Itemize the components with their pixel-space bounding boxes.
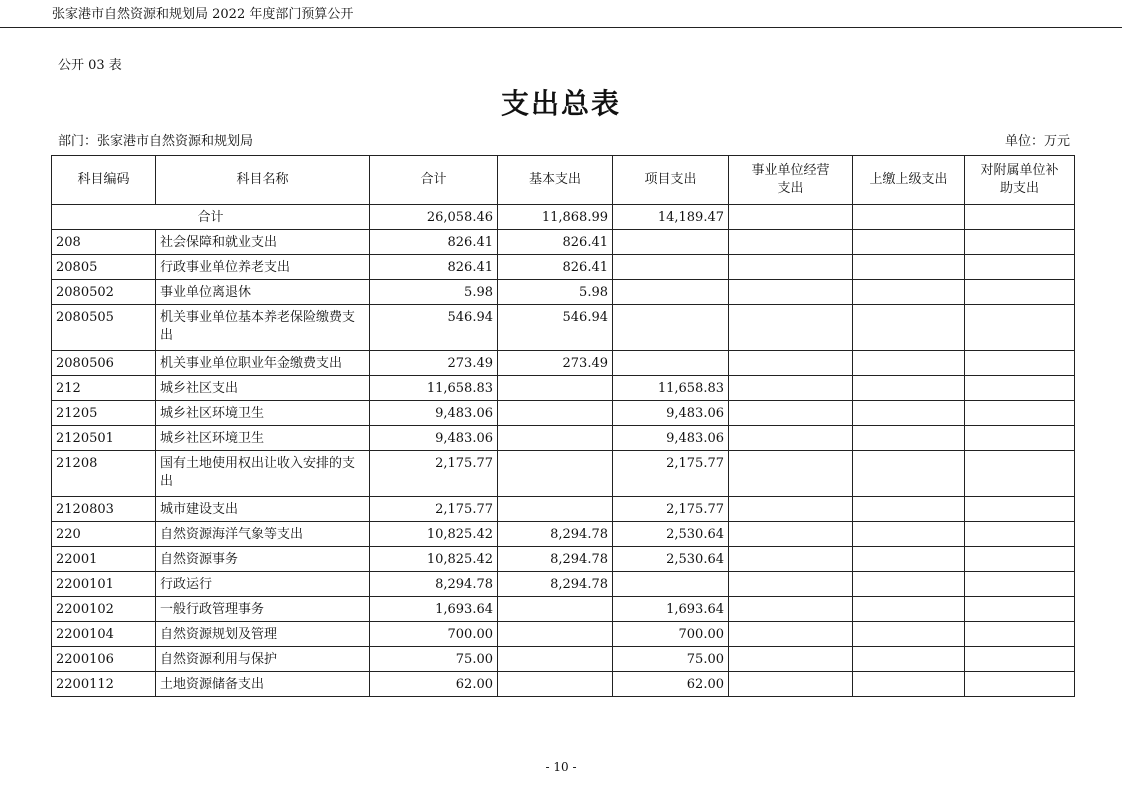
name-cell: 自然资源事务 xyxy=(156,547,370,572)
business-cell xyxy=(729,305,853,351)
upper-cell xyxy=(853,305,965,351)
name-cell: 自然资源规划及管理 xyxy=(156,622,370,647)
table-row xyxy=(52,351,1075,376)
code-cell: 220 xyxy=(52,522,156,547)
subsidy-cell xyxy=(965,522,1075,547)
basic-cell: 5.98 xyxy=(498,280,613,305)
total-cell: 11,658.83 xyxy=(370,376,498,401)
table-row xyxy=(52,255,1075,280)
total-cell: 9,483.06 xyxy=(370,401,498,426)
table-row xyxy=(52,426,1075,451)
business-cell xyxy=(729,426,853,451)
basic-cell: 8,294.78 xyxy=(498,522,613,547)
business-cell xyxy=(729,230,853,255)
name-cell: 事业单位离退休 xyxy=(156,280,370,305)
total-cell: 700.00 xyxy=(370,622,498,647)
basic-cell: 273.49 xyxy=(498,351,613,376)
name-cell: 一般行政管理事务 xyxy=(156,597,370,622)
subsidy-cell xyxy=(965,401,1075,426)
header-divider xyxy=(0,27,1122,28)
total-upper-cell xyxy=(853,205,965,230)
upper-cell xyxy=(853,622,965,647)
business-cell xyxy=(729,522,853,547)
basic-cell xyxy=(498,597,613,622)
basic-cell xyxy=(498,451,613,497)
name-cell: 城乡社区支出 xyxy=(156,376,370,401)
upper-cell xyxy=(853,230,965,255)
page-title: 支出总表 xyxy=(500,87,621,120)
project-cell: 62.00 xyxy=(613,672,729,697)
subsidy-cell xyxy=(965,451,1075,497)
name-cell: 城乡社区环境卫生 xyxy=(156,426,370,451)
upper-cell xyxy=(853,376,965,401)
project-cell: 2,175.77 xyxy=(613,497,729,522)
total-cell: 10,825.42 xyxy=(370,522,498,547)
table-row xyxy=(52,622,1075,647)
upper-cell xyxy=(853,647,965,672)
table-row xyxy=(52,230,1075,255)
code-cell: 20805 xyxy=(52,255,156,280)
upper-cell xyxy=(853,280,965,305)
basic-cell xyxy=(498,426,613,451)
code-cell: 2200104 xyxy=(52,622,156,647)
project-cell: 9,483.06 xyxy=(613,426,729,451)
name-cell: 城乡社区环境卫生 xyxy=(156,401,370,426)
subsidy-cell xyxy=(965,497,1075,522)
total-cell: 2,175.77 xyxy=(370,451,498,497)
basic-cell: 8,294.78 xyxy=(498,547,613,572)
upper-cell xyxy=(853,351,965,376)
project-cell: 2,530.64 xyxy=(613,547,729,572)
project-cell xyxy=(613,572,729,597)
business-cell xyxy=(729,280,853,305)
business-cell xyxy=(729,497,853,522)
upper-cell xyxy=(853,401,965,426)
subsidy-cell xyxy=(965,376,1075,401)
project-cell: 11,658.83 xyxy=(613,376,729,401)
project-cell: 1,693.64 xyxy=(613,597,729,622)
subsidy-cell xyxy=(965,255,1075,280)
header-upper: 上缴上级支出 xyxy=(853,156,965,205)
basic-cell: 826.41 xyxy=(498,230,613,255)
project-cell: 700.00 xyxy=(613,622,729,647)
table-header-row xyxy=(52,156,1075,205)
code-cell: 2120501 xyxy=(52,426,156,451)
code-cell: 2120803 xyxy=(52,497,156,522)
total-label: 合计 xyxy=(52,205,370,230)
name-cell: 城市建设支出 xyxy=(156,497,370,522)
name-cell: 土地资源储备支出 xyxy=(156,672,370,697)
name-cell: 自然资源利用与保护 xyxy=(156,647,370,672)
total-cell: 10,825.42 xyxy=(370,547,498,572)
project-cell: 75.00 xyxy=(613,647,729,672)
subsidy-cell xyxy=(965,597,1075,622)
total-row xyxy=(52,205,1075,230)
upper-cell xyxy=(853,497,965,522)
total-project-cell: 14,189.47 xyxy=(613,205,729,230)
business-cell xyxy=(729,547,853,572)
table-row xyxy=(52,376,1075,401)
project-cell xyxy=(613,351,729,376)
code-cell: 2200102 xyxy=(52,597,156,622)
page-header: 张家港市自然资源和规划局 2022 年度部门预算公开 xyxy=(52,7,354,22)
business-cell xyxy=(729,647,853,672)
subsidy-cell xyxy=(965,305,1075,351)
upper-cell xyxy=(853,672,965,697)
total-cell: 826.41 xyxy=(370,255,498,280)
total-cell: 9,483.06 xyxy=(370,426,498,451)
header-name: 科目名称 xyxy=(156,156,370,205)
total-business-cell xyxy=(729,205,853,230)
total-cell: 273.49 xyxy=(370,351,498,376)
business-cell xyxy=(729,376,853,401)
subsidy-cell xyxy=(965,547,1075,572)
total-cell: 75.00 xyxy=(370,647,498,672)
business-cell xyxy=(729,672,853,697)
table-row xyxy=(52,401,1075,426)
total-cell: 8,294.78 xyxy=(370,572,498,597)
unit-label: 单位：万元 xyxy=(1004,134,1070,149)
code-cell: 2080505 xyxy=(52,305,156,351)
table-row xyxy=(52,451,1075,497)
business-cell xyxy=(729,351,853,376)
total-cell: 826.41 xyxy=(370,230,498,255)
total-cell: 26,058.46 xyxy=(370,205,498,230)
project-cell xyxy=(613,255,729,280)
name-cell: 社会保障和就业支出 xyxy=(156,230,370,255)
code-cell: 2080502 xyxy=(52,280,156,305)
subsidy-cell xyxy=(965,672,1075,697)
name-cell: 行政运行 xyxy=(156,572,370,597)
header-basic: 基本支出 xyxy=(498,156,613,205)
upper-cell xyxy=(853,522,965,547)
header-project: 项目支出 xyxy=(613,156,729,205)
code-cell: 2200106 xyxy=(52,647,156,672)
business-cell xyxy=(729,572,853,597)
code-cell: 21208 xyxy=(52,451,156,497)
business-cell xyxy=(729,401,853,426)
table-body xyxy=(52,205,1075,697)
expenditure-table xyxy=(51,155,1075,697)
basic-cell xyxy=(498,497,613,522)
total-cell: 5.98 xyxy=(370,280,498,305)
business-cell xyxy=(729,622,853,647)
code-cell: 208 xyxy=(52,230,156,255)
name-cell: 行政事业单位养老支出 xyxy=(156,255,370,280)
table-row xyxy=(52,305,1075,351)
header-business: 事业单位经营支出 xyxy=(729,156,853,205)
page-number: - 10 - xyxy=(545,760,577,774)
project-cell xyxy=(613,280,729,305)
table-row xyxy=(52,522,1075,547)
code-cell: 2200101 xyxy=(52,572,156,597)
code-cell: 2200112 xyxy=(52,672,156,697)
code-cell: 21205 xyxy=(52,401,156,426)
table-row xyxy=(52,672,1075,697)
code-cell: 22001 xyxy=(52,547,156,572)
subsidy-cell xyxy=(965,647,1075,672)
business-cell xyxy=(729,255,853,280)
basic-cell xyxy=(498,376,613,401)
header-total: 合计 xyxy=(370,156,498,205)
project-cell: 2,175.77 xyxy=(613,451,729,497)
name-cell: 国有土地使用权出让收入安排的支出 xyxy=(156,451,370,497)
table-row xyxy=(52,497,1075,522)
department-label: 部门：张家港市自然资源和规划局 xyxy=(58,134,254,149)
total-basic-cell: 11,868.99 xyxy=(498,205,613,230)
basic-cell xyxy=(498,401,613,426)
basic-cell xyxy=(498,672,613,697)
header-subsidy: 对附属单位补助支出 xyxy=(965,156,1075,205)
basic-cell: 8,294.78 xyxy=(498,572,613,597)
total-cell: 2,175.77 xyxy=(370,497,498,522)
table-row xyxy=(52,597,1075,622)
total-cell: 1,693.64 xyxy=(370,597,498,622)
subsidy-cell xyxy=(965,351,1075,376)
name-cell: 机关事业单位基本养老保险缴费支出 xyxy=(156,305,370,351)
subsidy-cell xyxy=(965,280,1075,305)
project-cell: 2,530.64 xyxy=(613,522,729,547)
upper-cell xyxy=(853,451,965,497)
table-number: 公开 03 表 xyxy=(58,58,122,73)
subsidy-cell xyxy=(965,622,1075,647)
subsidy-cell xyxy=(965,426,1075,451)
basic-cell xyxy=(498,647,613,672)
name-cell: 自然资源海洋气象等支出 xyxy=(156,522,370,547)
subsidy-cell xyxy=(965,572,1075,597)
basic-cell: 546.94 xyxy=(498,305,613,351)
upper-cell xyxy=(853,547,965,572)
code-cell: 212 xyxy=(52,376,156,401)
total-cell: 62.00 xyxy=(370,672,498,697)
upper-cell xyxy=(853,426,965,451)
business-cell xyxy=(729,451,853,497)
code-cell: 2080506 xyxy=(52,351,156,376)
table-row xyxy=(52,572,1075,597)
name-cell: 机关事业单位职业年金缴费支出 xyxy=(156,351,370,376)
subsidy-cell xyxy=(965,230,1075,255)
project-cell xyxy=(613,230,729,255)
upper-cell xyxy=(853,255,965,280)
business-cell xyxy=(729,597,853,622)
upper-cell xyxy=(853,597,965,622)
total-cell: 546.94 xyxy=(370,305,498,351)
table-row xyxy=(52,280,1075,305)
header-code: 科目编码 xyxy=(52,156,156,205)
basic-cell xyxy=(498,622,613,647)
table-row xyxy=(52,647,1075,672)
total-subsidy-cell xyxy=(965,205,1075,230)
upper-cell xyxy=(853,572,965,597)
project-cell xyxy=(613,305,729,351)
table-row xyxy=(52,547,1075,572)
basic-cell: 826.41 xyxy=(498,255,613,280)
project-cell: 9,483.06 xyxy=(613,401,729,426)
